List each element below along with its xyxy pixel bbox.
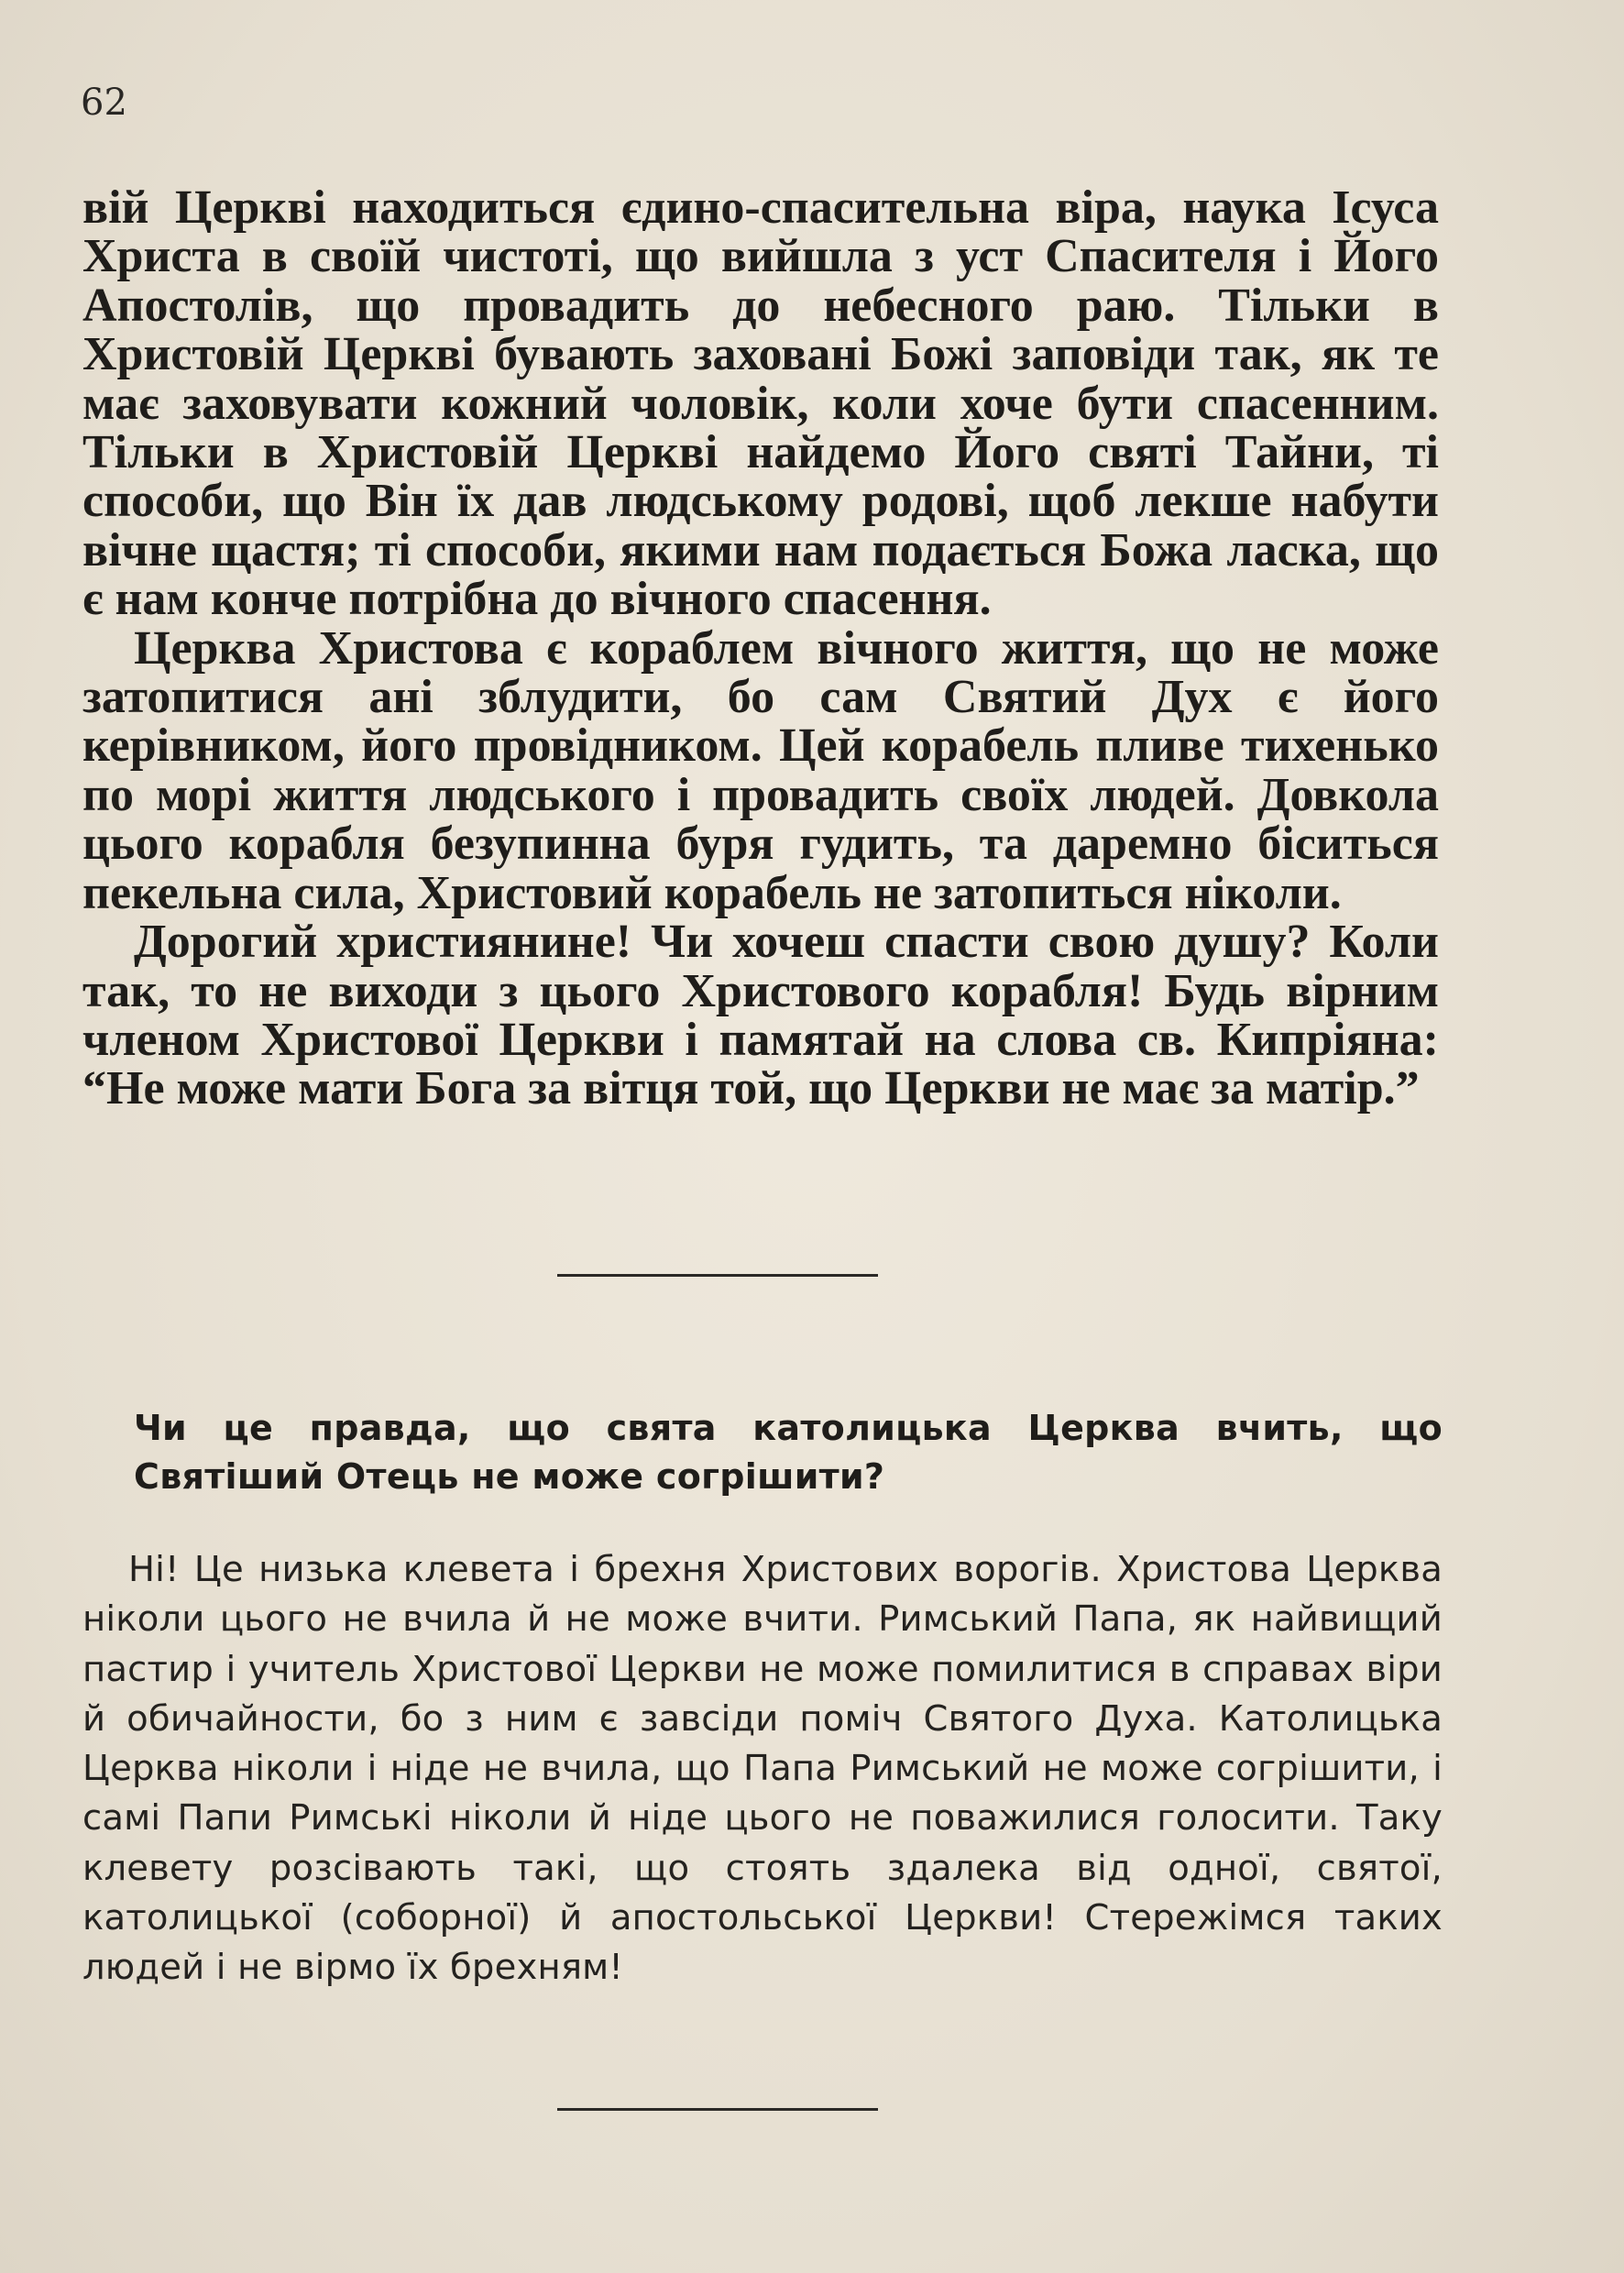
section-divider-top	[557, 1274, 878, 1277]
section-divider-bottom	[557, 2108, 878, 2111]
answer-paragraph: Ні! Це низька клевета і брехня Христових ворогів. Христова Церква ніколи цього не вчила й не може вчити. Римський Папа, як найвищий пастир і учитель Христової Церкви не може помилитися в справах віри й обичайности, бо з ним є завсіди поміч Святого Духа. Католицька Церква ніколи і ніде не вчила, що Папа Римський не може согрішити, і самі Папи Римські ніколи й ніде цього не поважилися голосити. Таку клевету розсівають такі, що стоять здалека від одної, святої, католицької (соборної) й апостольської Церкви! Стережімся таких людей і не вірмо їх брехням!	[82, 1549, 1443, 1989]
page-number: 62	[81, 82, 127, 124]
paragraph-2: Церква Христова є кораблем вічного життя, що не може затопитися ані зблудити, бо сам Святий Дух є його керівником, його провідником. Цей корабель пливе тихенько по морі життя людського і провадить своїх людей. Довкола цього корабля безупинна буря гудить, та даремно біситься пекельна сила, Христовий корабель не затопиться ніколи.	[82, 621, 1439, 919]
question-heading: Чи це правда, що свята католицька Церква вчить, що Святіший Отець не може согрішити?	[134, 1408, 1443, 1497]
paragraph-3: Дорогий християнине! Чи хочеш спасти свою душу? Коли так, то не виходи з цього Христового корабля! Будь вірним членом Христової Церкви і памятай на слова св. Кипріяна: “Не може мати Бога за вітця той, що Церкви не має за матір.”	[82, 916, 1439, 1115]
body-text	[82, 183, 1439, 1114]
paragraph-1: вій Церкві находиться єдино-спасительна віра, наука Ісуса Христа в своїй чистоті, що вийшла з уст Спасителя і Його Апостолів, що провадить до небесного раю. Тільки в Христовій Церкві бувають заховані Божі заповіди так, як те має заховувати кожний чоловік, коли хоче бути спасенним. Тільки в Христовій Церкві найдемо Його святі Тайни, ті способи, що Він їх дав людському родові, щоб лекше набути вічне щастя; ті способи, якими нам подається Божа ласка, що є нам конче потрібна до вічного спасення.	[82, 181, 1439, 626]
answer-text	[82, 1545, 1443, 1993]
